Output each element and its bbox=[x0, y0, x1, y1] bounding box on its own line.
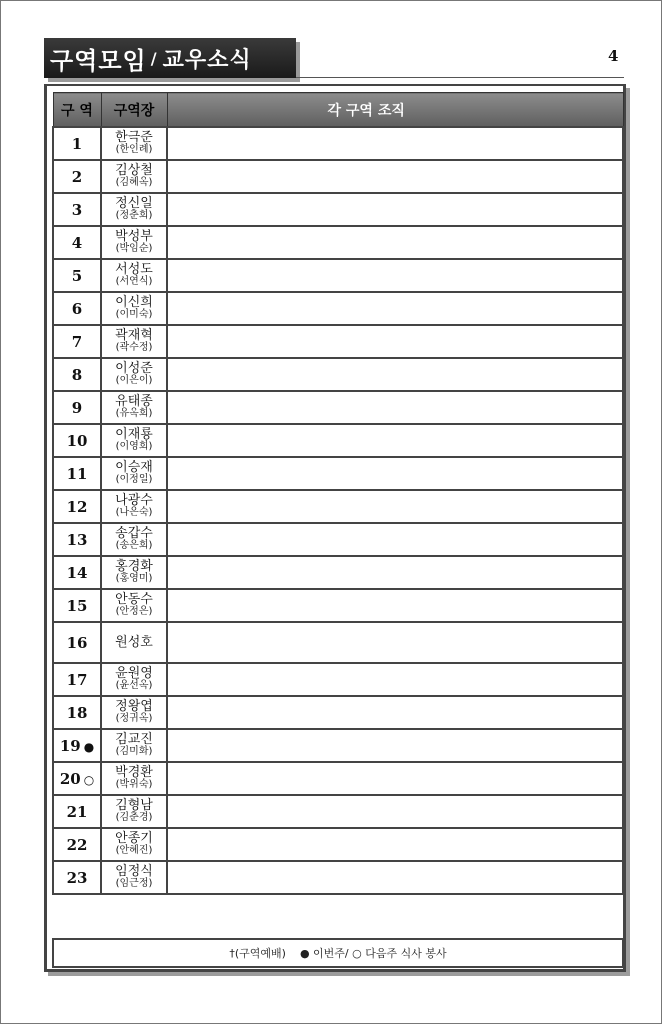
district-number bbox=[53, 325, 101, 358]
table-row bbox=[53, 391, 623, 424]
district-number-text: 23 bbox=[66, 868, 88, 887]
district-number bbox=[53, 861, 101, 894]
district-organization bbox=[167, 589, 623, 622]
district-number-text: 11 bbox=[66, 464, 88, 483]
district-organization bbox=[167, 523, 623, 556]
district-number bbox=[53, 589, 101, 622]
section-title: 구역모임 bbox=[50, 46, 147, 75]
district-number bbox=[53, 523, 101, 556]
leader-name: 송갑수 bbox=[115, 526, 153, 542]
page-number: 4 bbox=[608, 47, 619, 65]
table-row bbox=[53, 193, 623, 226]
district-organization bbox=[167, 259, 623, 292]
district-leader bbox=[101, 589, 167, 622]
district-leader bbox=[101, 259, 167, 292]
district-leader bbox=[101, 193, 167, 226]
district-organization bbox=[167, 622, 623, 663]
district-number-text: 4 bbox=[71, 233, 83, 252]
leader-spouse: (이정일) bbox=[115, 474, 153, 486]
district-number-text: 16 bbox=[66, 633, 88, 652]
district-number-text: 20 bbox=[59, 769, 81, 788]
district-number bbox=[53, 259, 101, 292]
district-leader bbox=[101, 828, 167, 861]
table-row bbox=[53, 424, 623, 457]
district-leader bbox=[101, 358, 167, 391]
title-separator: / bbox=[150, 48, 157, 68]
leader-spouse: (서연식) bbox=[115, 276, 153, 288]
district-number-text: 2 bbox=[71, 167, 83, 186]
district-organization bbox=[167, 795, 623, 828]
table-row bbox=[53, 795, 623, 828]
leader-name: 윤원영 bbox=[115, 666, 153, 682]
district-organization bbox=[167, 292, 623, 325]
district-number bbox=[53, 696, 101, 729]
leader-name: 임정식 bbox=[115, 864, 153, 880]
table-body bbox=[53, 127, 623, 894]
table-row bbox=[53, 325, 623, 358]
leader-name: 나광수 bbox=[115, 493, 153, 509]
leader-name: 이신희 bbox=[115, 295, 153, 311]
leader-name: 서성도 bbox=[115, 262, 153, 278]
title-underline bbox=[296, 77, 624, 78]
district-number bbox=[53, 556, 101, 589]
leader-name: 정왕엽 bbox=[115, 699, 153, 715]
leader-spouse: (박임순) bbox=[115, 243, 153, 255]
district-number bbox=[53, 622, 101, 663]
header-district: 구 역 bbox=[53, 93, 101, 128]
leader-spouse: (안정은) bbox=[115, 606, 153, 618]
table-row bbox=[53, 127, 623, 160]
district-leader bbox=[101, 160, 167, 193]
leader-name: 김상철 bbox=[115, 163, 153, 179]
table-row bbox=[53, 490, 623, 523]
leader-name: 안종기 bbox=[115, 831, 153, 847]
leader-spouse: (안혜진) bbox=[115, 845, 153, 857]
district-organization bbox=[167, 556, 623, 589]
district-leader bbox=[101, 127, 167, 160]
header-organization: 각 구역 조직 bbox=[167, 93, 623, 128]
district-organization bbox=[167, 828, 623, 861]
district-leader bbox=[101, 523, 167, 556]
legend-footer bbox=[52, 938, 624, 968]
leader-name: 김교진 bbox=[115, 732, 153, 748]
leader-spouse: (곽수정) bbox=[115, 342, 153, 354]
this-week-meal-icon: ● bbox=[83, 739, 95, 754]
leader-spouse: (박위숙) bbox=[115, 779, 153, 791]
table-row bbox=[53, 828, 623, 861]
leader-spouse: (이영희) bbox=[115, 441, 153, 453]
district-number bbox=[53, 127, 101, 160]
leader-name: 곽재혁 bbox=[115, 328, 153, 344]
district-leader bbox=[101, 762, 167, 795]
district-leader bbox=[101, 424, 167, 457]
section-title-banner bbox=[44, 38, 296, 78]
leader-spouse: (홍영미) bbox=[115, 573, 153, 585]
district-leader bbox=[101, 663, 167, 696]
district-number bbox=[53, 424, 101, 457]
district-organization bbox=[167, 457, 623, 490]
district-leader bbox=[101, 556, 167, 589]
district-organization bbox=[167, 193, 623, 226]
district-number bbox=[53, 193, 101, 226]
leader-name: 유태종 bbox=[115, 394, 153, 410]
table-row bbox=[53, 457, 623, 490]
district-number-text: 18 bbox=[66, 703, 88, 722]
district-number-text: 10 bbox=[66, 431, 88, 450]
district-number-text: 22 bbox=[66, 835, 88, 854]
district-number bbox=[53, 226, 101, 259]
district-number-text: 19 bbox=[59, 736, 81, 755]
district-leader bbox=[101, 391, 167, 424]
district-number-text: 6 bbox=[71, 299, 83, 318]
district-leader bbox=[101, 696, 167, 729]
district-leader bbox=[101, 795, 167, 828]
district-number bbox=[53, 490, 101, 523]
leader-name: 한극준 bbox=[115, 130, 153, 146]
district-number bbox=[53, 663, 101, 696]
district-organization bbox=[167, 861, 623, 894]
district-number-text: 12 bbox=[66, 497, 88, 516]
district-leader bbox=[101, 622, 167, 663]
district-organization bbox=[167, 696, 623, 729]
district-organization bbox=[167, 490, 623, 523]
table-row bbox=[53, 663, 623, 696]
leader-spouse: (이은이) bbox=[115, 375, 153, 387]
district-organization bbox=[167, 226, 623, 259]
leader-spouse: (송은희) bbox=[115, 540, 153, 552]
table-row bbox=[53, 160, 623, 193]
leader-name: 정신일 bbox=[115, 196, 153, 212]
table-row bbox=[53, 696, 623, 729]
district-organization bbox=[167, 729, 623, 762]
table-header-row bbox=[53, 93, 623, 128]
table-row bbox=[53, 556, 623, 589]
district-organization bbox=[167, 160, 623, 193]
district-number bbox=[53, 729, 101, 762]
district-number bbox=[53, 292, 101, 325]
leader-spouse: (김미화) bbox=[115, 746, 153, 758]
district-number bbox=[53, 160, 101, 193]
district-number bbox=[53, 828, 101, 861]
leader-spouse: (김혜옥) bbox=[115, 177, 153, 189]
district-number-text: 9 bbox=[71, 398, 83, 417]
district-organization bbox=[167, 663, 623, 696]
leader-name: 박성부 bbox=[115, 229, 153, 245]
leader-spouse: (나은숙) bbox=[115, 507, 153, 519]
district-organization bbox=[167, 391, 623, 424]
leader-name: 안동수 bbox=[115, 592, 153, 608]
table-row bbox=[53, 589, 623, 622]
district-number-text: 7 bbox=[71, 332, 83, 351]
district-organization bbox=[167, 325, 623, 358]
leader-spouse: (이미숙) bbox=[115, 309, 153, 321]
district-table bbox=[52, 92, 624, 895]
table-row bbox=[53, 226, 623, 259]
table-row bbox=[53, 523, 623, 556]
district-number bbox=[53, 457, 101, 490]
district-number-text: 5 bbox=[71, 266, 83, 285]
table-row bbox=[53, 259, 623, 292]
leader-spouse: (김춘경) bbox=[115, 812, 153, 824]
district-organization bbox=[167, 762, 623, 795]
district-leader bbox=[101, 729, 167, 762]
leader-name: 원성호 bbox=[115, 634, 153, 650]
leader-spouse: (한인례) bbox=[115, 144, 153, 156]
district-leader bbox=[101, 861, 167, 894]
district-number bbox=[53, 358, 101, 391]
district-number-text: 3 bbox=[71, 200, 83, 219]
district-number-text: 1 bbox=[71, 134, 83, 153]
district-organization bbox=[167, 424, 623, 457]
district-number bbox=[53, 795, 101, 828]
table-row bbox=[53, 622, 623, 663]
district-leader bbox=[101, 490, 167, 523]
district-leader bbox=[101, 325, 167, 358]
table-row bbox=[53, 729, 623, 762]
leader-name: 박경환 bbox=[115, 765, 153, 781]
district-number-text: 15 bbox=[66, 596, 88, 615]
table-row bbox=[53, 292, 623, 325]
next-week-meal-icon: ○ bbox=[83, 772, 95, 787]
leader-name: 이재룡 bbox=[115, 427, 153, 443]
leader-name: 홍경화 bbox=[115, 559, 153, 575]
district-leader bbox=[101, 457, 167, 490]
section-subtitle: 교우소식 bbox=[162, 47, 252, 73]
leader-name: 김형남 bbox=[115, 798, 153, 814]
header-leader: 구역장 bbox=[101, 93, 167, 128]
district-organization bbox=[167, 127, 623, 160]
district-number-text: 17 bbox=[66, 670, 88, 689]
district-number-text: 21 bbox=[66, 802, 88, 821]
legend-text: †(구역예배) ● 이번주/ ○ 다음주 식사 봉사 bbox=[229, 947, 447, 960]
leader-spouse: (유옥희) bbox=[115, 408, 153, 420]
district-leader bbox=[101, 292, 167, 325]
leader-name: 이성준 bbox=[115, 361, 153, 377]
leader-spouse: (윤선옥) bbox=[115, 680, 153, 692]
district-number-text: 14 bbox=[66, 563, 88, 582]
leader-spouse: (임근정) bbox=[115, 878, 153, 890]
district-number-text: 8 bbox=[71, 365, 83, 384]
leader-spouse: (정귀옥) bbox=[115, 713, 153, 725]
table-row bbox=[53, 762, 623, 795]
table-row bbox=[53, 358, 623, 391]
district-leader bbox=[101, 226, 167, 259]
district-number bbox=[53, 762, 101, 795]
district-number bbox=[53, 391, 101, 424]
leader-spouse: (정춘희) bbox=[115, 210, 153, 222]
leader-name: 이승재 bbox=[115, 460, 153, 476]
table-row bbox=[53, 861, 623, 894]
district-organization bbox=[167, 358, 623, 391]
district-number-text: 13 bbox=[66, 530, 88, 549]
